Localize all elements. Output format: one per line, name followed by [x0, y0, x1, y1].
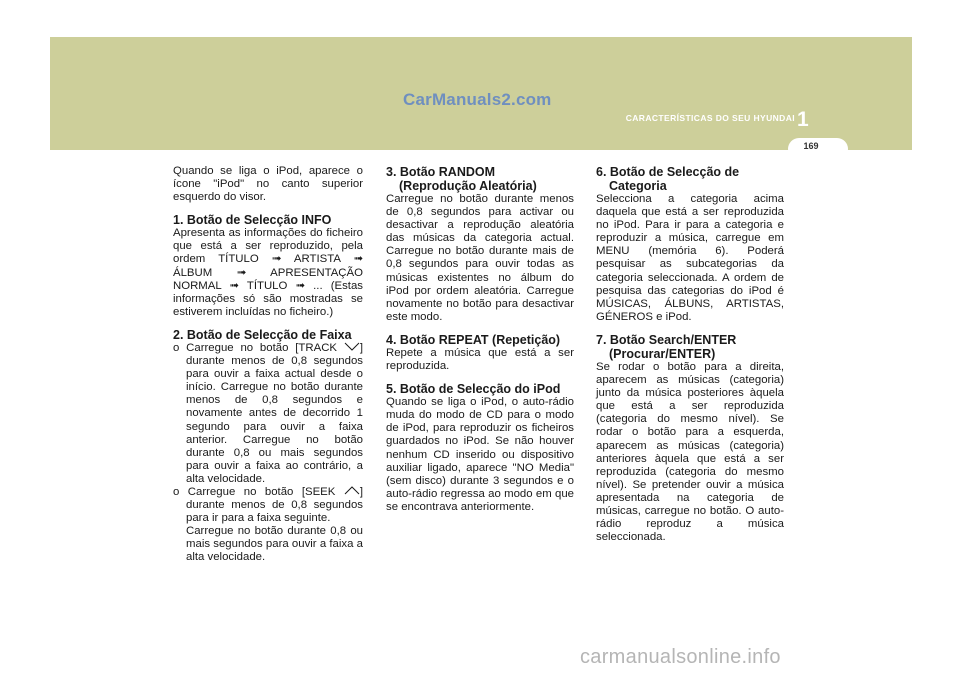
chapter-number: 1 — [797, 108, 809, 131]
section-5-body: Quando se liga o iPod, o auto-rádio muda do modo de CD para o modo de iPod, para reproduzir os ficheiros guardados no iPod. Se não houver nenhum CD inserido ou dispositivo auxiliar ligado, aparece "NO Media" (sem disco) durante 3 segundos e o auto-rádio regressa ao modo em que se encontrava anteriormente. — [386, 396, 574, 513]
watermark-bottom[interactable]: carmanualsonline.info — [580, 646, 781, 668]
watermark-top[interactable]: CarManuals2.com — [403, 90, 552, 109]
section-2-item-2-text-a: o Carregue no botão [SEEK — [173, 485, 344, 498]
column-1 — [173, 165, 363, 565]
section-5-title: 5. Botão de Selecção do iPod — [386, 382, 561, 397]
section-1-body: Apresenta as informações do ficheiro que está a ser reproduzido, pela ordem TÍTULO ➟ ARTISTA ➟ ÁLBUM ➟ APRESENTAÇÃO NORMAL ➟ TÍTULO ➟ ... (Estas informações só são mostradas se estiverem incluídas no ficheiro.) — [173, 227, 363, 318]
section-3-body: Carregue no botão durante menos de 0,8 segundos para activar ou desactivar a reprodução aleatória das músicas da categoria actual. Carregue no botão durante mais de 0,8 segundos para ouvir todas as músicas existentes no álbum do iPod por ordem aleatória. Carregue novamente no botão para desactivar este modo. — [386, 193, 574, 323]
section-2-title: 2. Botão de Selecção de Faixa — [173, 327, 352, 342]
chevron-down-icon — [344, 342, 360, 351]
chevron-up-icon — [344, 486, 360, 495]
section-2-item-2 — [173, 486, 363, 525]
section-6-body: Selecciona a categoria acima daquela que está a ser reproduzida no iPod. Para ir para a categoria e reproduzir a música, carregue em MENU (memória 6). Poderá pesquisar as subcategorias da categoria seleccionada. A ordem de pesquisa das categorias do iPod é MÚSICAS, ÁLBUNS, ARTISTAS, GÉNEROS e iPod. — [596, 193, 784, 323]
section-2-item-1-text-a: o Carregue no botão [TRACK — [173, 341, 344, 354]
section-2-item-2-continued: Carregue no botão durante 0,8 ou mais segundos para ouvir a faixa a alta velocidade. — [186, 525, 363, 564]
section-1-title: 1. Botão de Selecção INFO — [173, 213, 332, 228]
column-2 — [386, 165, 574, 514]
section-7-body: Se rodar o botão para a direita, aparecem as músicas (categoria) junto da música posteriores àquela que está a ser reproduzida (categoria do mesmo nível). Se rodar o botão para a esquerda, aparecem as músicas (categoria) anteriores àquela que está a ser reproduzida (categoria do mesmo nível). Se pretender ouvir a música apresentada na categoria de músicas, carregue no botão. O auto-rádio reproduz a música seleccionada. — [596, 360, 784, 544]
page-number: 169 — [803, 141, 819, 151]
section-2-item-2-text-b: ] durante menos de 0,8 segundos para ir para a faixa seguinte. — [186, 485, 363, 525]
section-7-title: 7. Botão Search/ENTER (Procurar/ENTER) — [596, 332, 737, 361]
section-3-title: 3. Botão RANDOM (Reprodução Aleatória) — [386, 165, 537, 193]
chapter-title: CARACTERÍSTICAS DO SEU HYUNDAI — [625, 113, 795, 123]
column-3 — [596, 165, 784, 544]
section-4-body: Repete a música que está a ser reproduzida. — [386, 346, 574, 373]
intro-paragraph: Quando se liga o iPod, aparece o ícone "iPod" no canto superior esquerdo do visor. — [173, 165, 363, 204]
section-6-title: 6. Botão de Selecção de Categoria — [596, 165, 740, 193]
section-2-item-1 — [173, 342, 363, 486]
section-4-title: 4. Botão REPEAT (Repetição) — [386, 332, 561, 347]
section-2-item-1-text-b: ] durante menos de 0,8 segundos para ouvir a faixa actual desde o início. Carregue no botão durante menos de 0,8 segundos e novamente antes de decorrido 1 segundo para ouvir a faixa anterior. Carregue no botão durante 0,8 ou mais segundos para ouvir a faixa ao contrário, a alta velocidade. — [186, 341, 363, 485]
